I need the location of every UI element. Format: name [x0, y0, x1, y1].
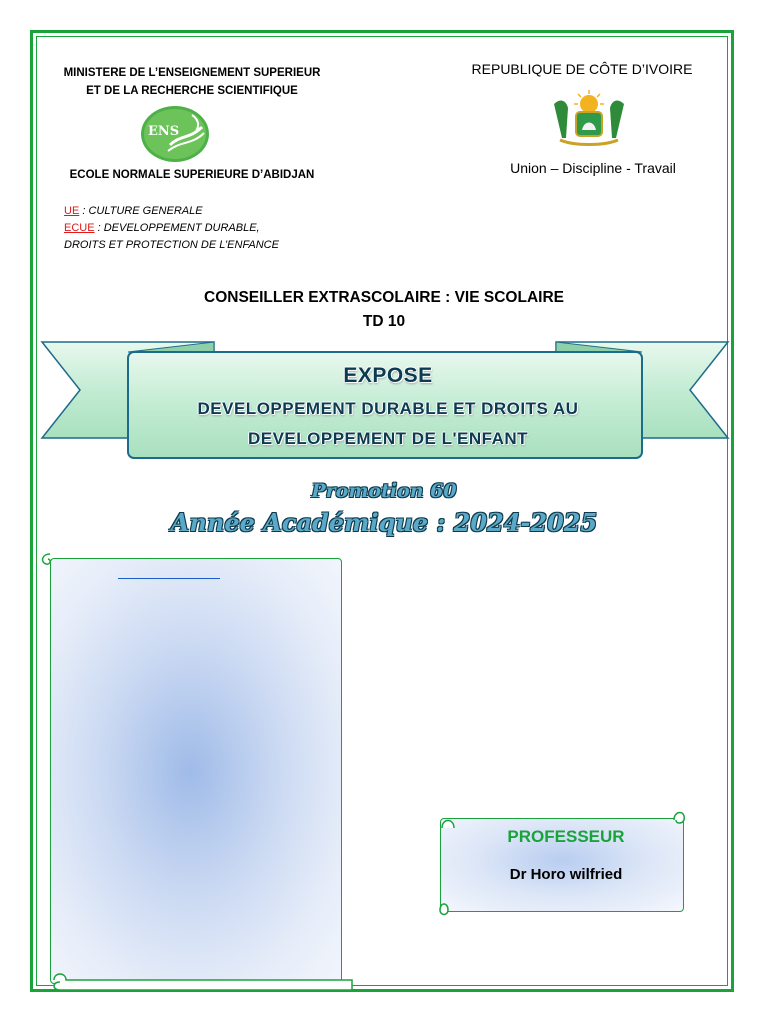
logo-text: ENS [148, 124, 180, 139]
republic-title: REPUBLIQUE DE CÔTE D’IVOIRE [471, 61, 693, 77]
school-name: ECOLE NORMALE SUPERIEURE D’ABIDJAN [69, 169, 315, 181]
ministry-line-1: MINISTERE DE L’ENSEIGNEMENT SUPERIEUR [63, 67, 321, 79]
main-title: CONSEILLER EXTRASCOLAIRE : VIE SCOLAIRE [204, 289, 564, 306]
banner-subtitle-2: DEVELOPPEMENT DE L'ENFANT [247, 429, 529, 448]
banner-heading: EXPOSE [343, 364, 433, 387]
scroll-curls-icon [436, 806, 688, 918]
course-info [64, 203, 279, 254]
professor-name: Dr Horo wilfried [509, 866, 623, 883]
ecue-row [64, 220, 279, 237]
banner-subtitle-1: DEVELOPPEMENT DURABLE ET DROITS AU [197, 399, 579, 418]
ecue-label: ECUE [64, 222, 95, 234]
ecue-value: : DEVELOPPEMENT DURABLE, [94, 222, 260, 234]
academic-year: Année Académique : 2024-2025 [170, 508, 598, 537]
ecue-row-2: DROITS ET PROTECTION DE L’ENFANCE [64, 239, 279, 251]
ministry-line-2: ET DE LA RECHERCHE SCIENTIFIQUE [86, 85, 298, 97]
ens-logo [140, 105, 210, 163]
coat-of-arms-emblem [546, 90, 632, 146]
professor-label: PROFESSEUR [507, 827, 625, 846]
ue-row [64, 203, 279, 220]
ministry-header [40, 64, 344, 100]
panel-underline [118, 578, 220, 579]
scroll-curl-bottom-icon [50, 970, 356, 992]
student-list-panel [50, 558, 342, 984]
promotion-label: Promotion 60 [311, 480, 457, 502]
ue-label: UE [64, 205, 80, 217]
ue-value: : CULTURE GENERALE [79, 205, 203, 217]
td-number: TD 10 [362, 313, 406, 330]
national-motto: Union – Discipline - Travail [510, 160, 676, 176]
scroll-curl-top-icon [36, 552, 60, 570]
